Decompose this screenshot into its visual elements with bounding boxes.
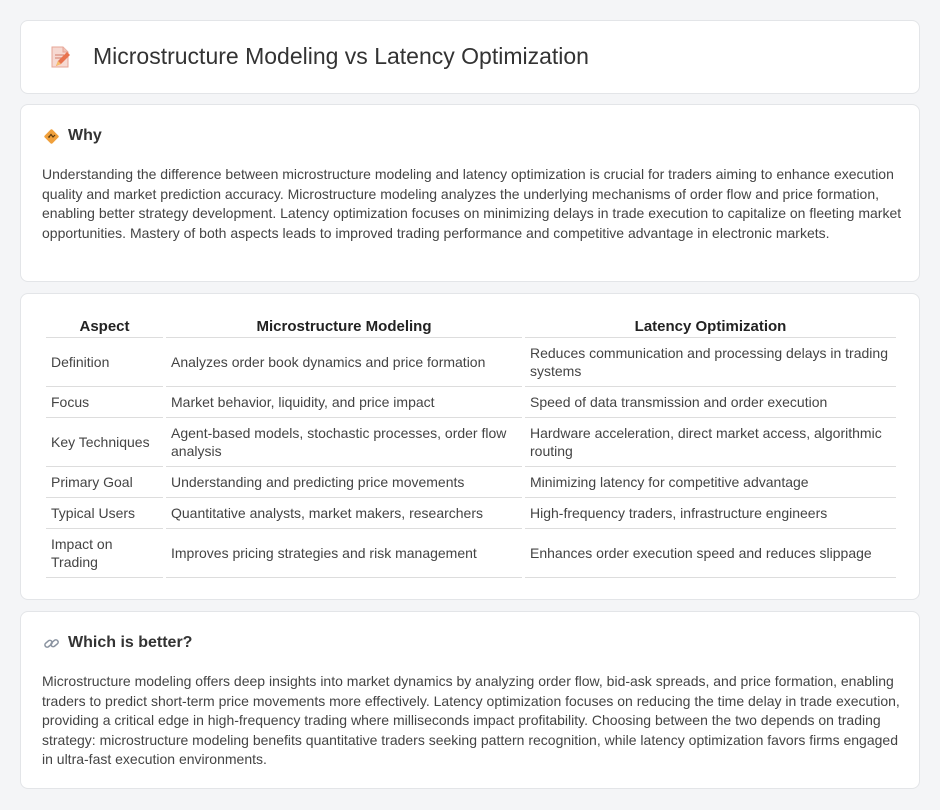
document-edit-icon — [47, 44, 73, 70]
column-header-aspect: Aspect — [46, 316, 163, 338]
row-microstructure-cell: Agent-based models, stochastic processes, order flow analysis — [166, 418, 522, 467]
row-latency-cell: Minimizing latency for competitive advantage — [525, 467, 896, 498]
row-aspect-cell: Key Techniques — [46, 418, 163, 467]
title-card — [20, 20, 920, 94]
table-row — [46, 418, 896, 467]
row-aspect-cell: Definition — [46, 338, 163, 387]
better-heading-row — [43, 634, 192, 652]
why-card — [20, 104, 920, 282]
row-microstructure-cell: Market behavior, liquidity, and price impact — [166, 387, 522, 418]
diamond-warning-icon — [43, 128, 60, 145]
table-row — [46, 387, 896, 418]
which-is-better-card — [20, 611, 920, 789]
column-header-microstructure: Microstructure Modeling — [166, 316, 522, 338]
table-row — [46, 498, 896, 529]
comparison-table-card — [20, 293, 920, 600]
row-aspect-cell: Focus — [46, 387, 163, 418]
table-header-row — [46, 316, 896, 338]
page-title-row — [47, 43, 589, 70]
row-microstructure-cell: Improves pricing strategies and risk management — [166, 529, 522, 578]
row-latency-cell: Hardware acceleration, direct market access, algorithmic routing — [525, 418, 896, 467]
row-latency-cell: Speed of data transmission and order execution — [525, 387, 896, 418]
row-aspect-cell: Primary Goal — [46, 467, 163, 498]
comparison-table — [43, 316, 899, 578]
row-latency-cell: Enhances order execution speed and reduces slippage — [525, 529, 896, 578]
why-heading-row — [43, 127, 102, 145]
row-latency-cell: Reduces communication and processing delays in trading systems — [525, 338, 896, 387]
why-heading: Why — [68, 127, 102, 144]
better-heading: Which is better? — [68, 634, 193, 651]
row-latency-cell: High-frequency traders, infrastructure engineers — [525, 498, 896, 529]
row-aspect-cell: Impact on Trading — [46, 529, 163, 578]
row-microstructure-cell: Analyzes order book dynamics and price formation — [166, 338, 522, 387]
better-body: Microstructure modeling offers deep insights into market dynamics by analyzing order flow, bid-ask spreads, and price formation, enabling traders to predict short-term price movements more effectively. Latency optimization focuses on reducing the time delay in trade execution, providing a critical edge in high-frequency trading where milliseconds impact profitability. Choosing between the two depends on trading strategy: microstructure modeling benefits quantitative traders seeking pattern recognition, while latency optimization favors firms engaged in ultra-fast execution environments. — [42, 673, 900, 768]
page-title: Microstructure Modeling vs Latency Optimization — [93, 43, 589, 69]
table-row — [46, 529, 896, 578]
row-aspect-cell: Typical Users — [46, 498, 163, 529]
why-body: Understanding the difference between microstructure modeling and latency optimization is crucial for traders aiming to enhance execution quality and market prediction accuracy. Microstructure modeling analyzes the underlying mechanisms of order flow and price formation, enabling better strategy development. Latency optimization focuses on minimizing delays in trade execution to capitalize on fleeting market opportunities. Mastery of both aspects leads to improved trading performance and competitive advantage in electronic markets. — [42, 166, 902, 241]
row-microstructure-cell: Quantitative analysts, market makers, researchers — [166, 498, 522, 529]
column-header-latency: Latency Optimization — [525, 316, 896, 338]
table-row — [46, 338, 896, 387]
row-microstructure-cell: Understanding and predicting price movements — [166, 467, 522, 498]
link-icon — [43, 635, 60, 652]
table-row — [46, 467, 896, 498]
